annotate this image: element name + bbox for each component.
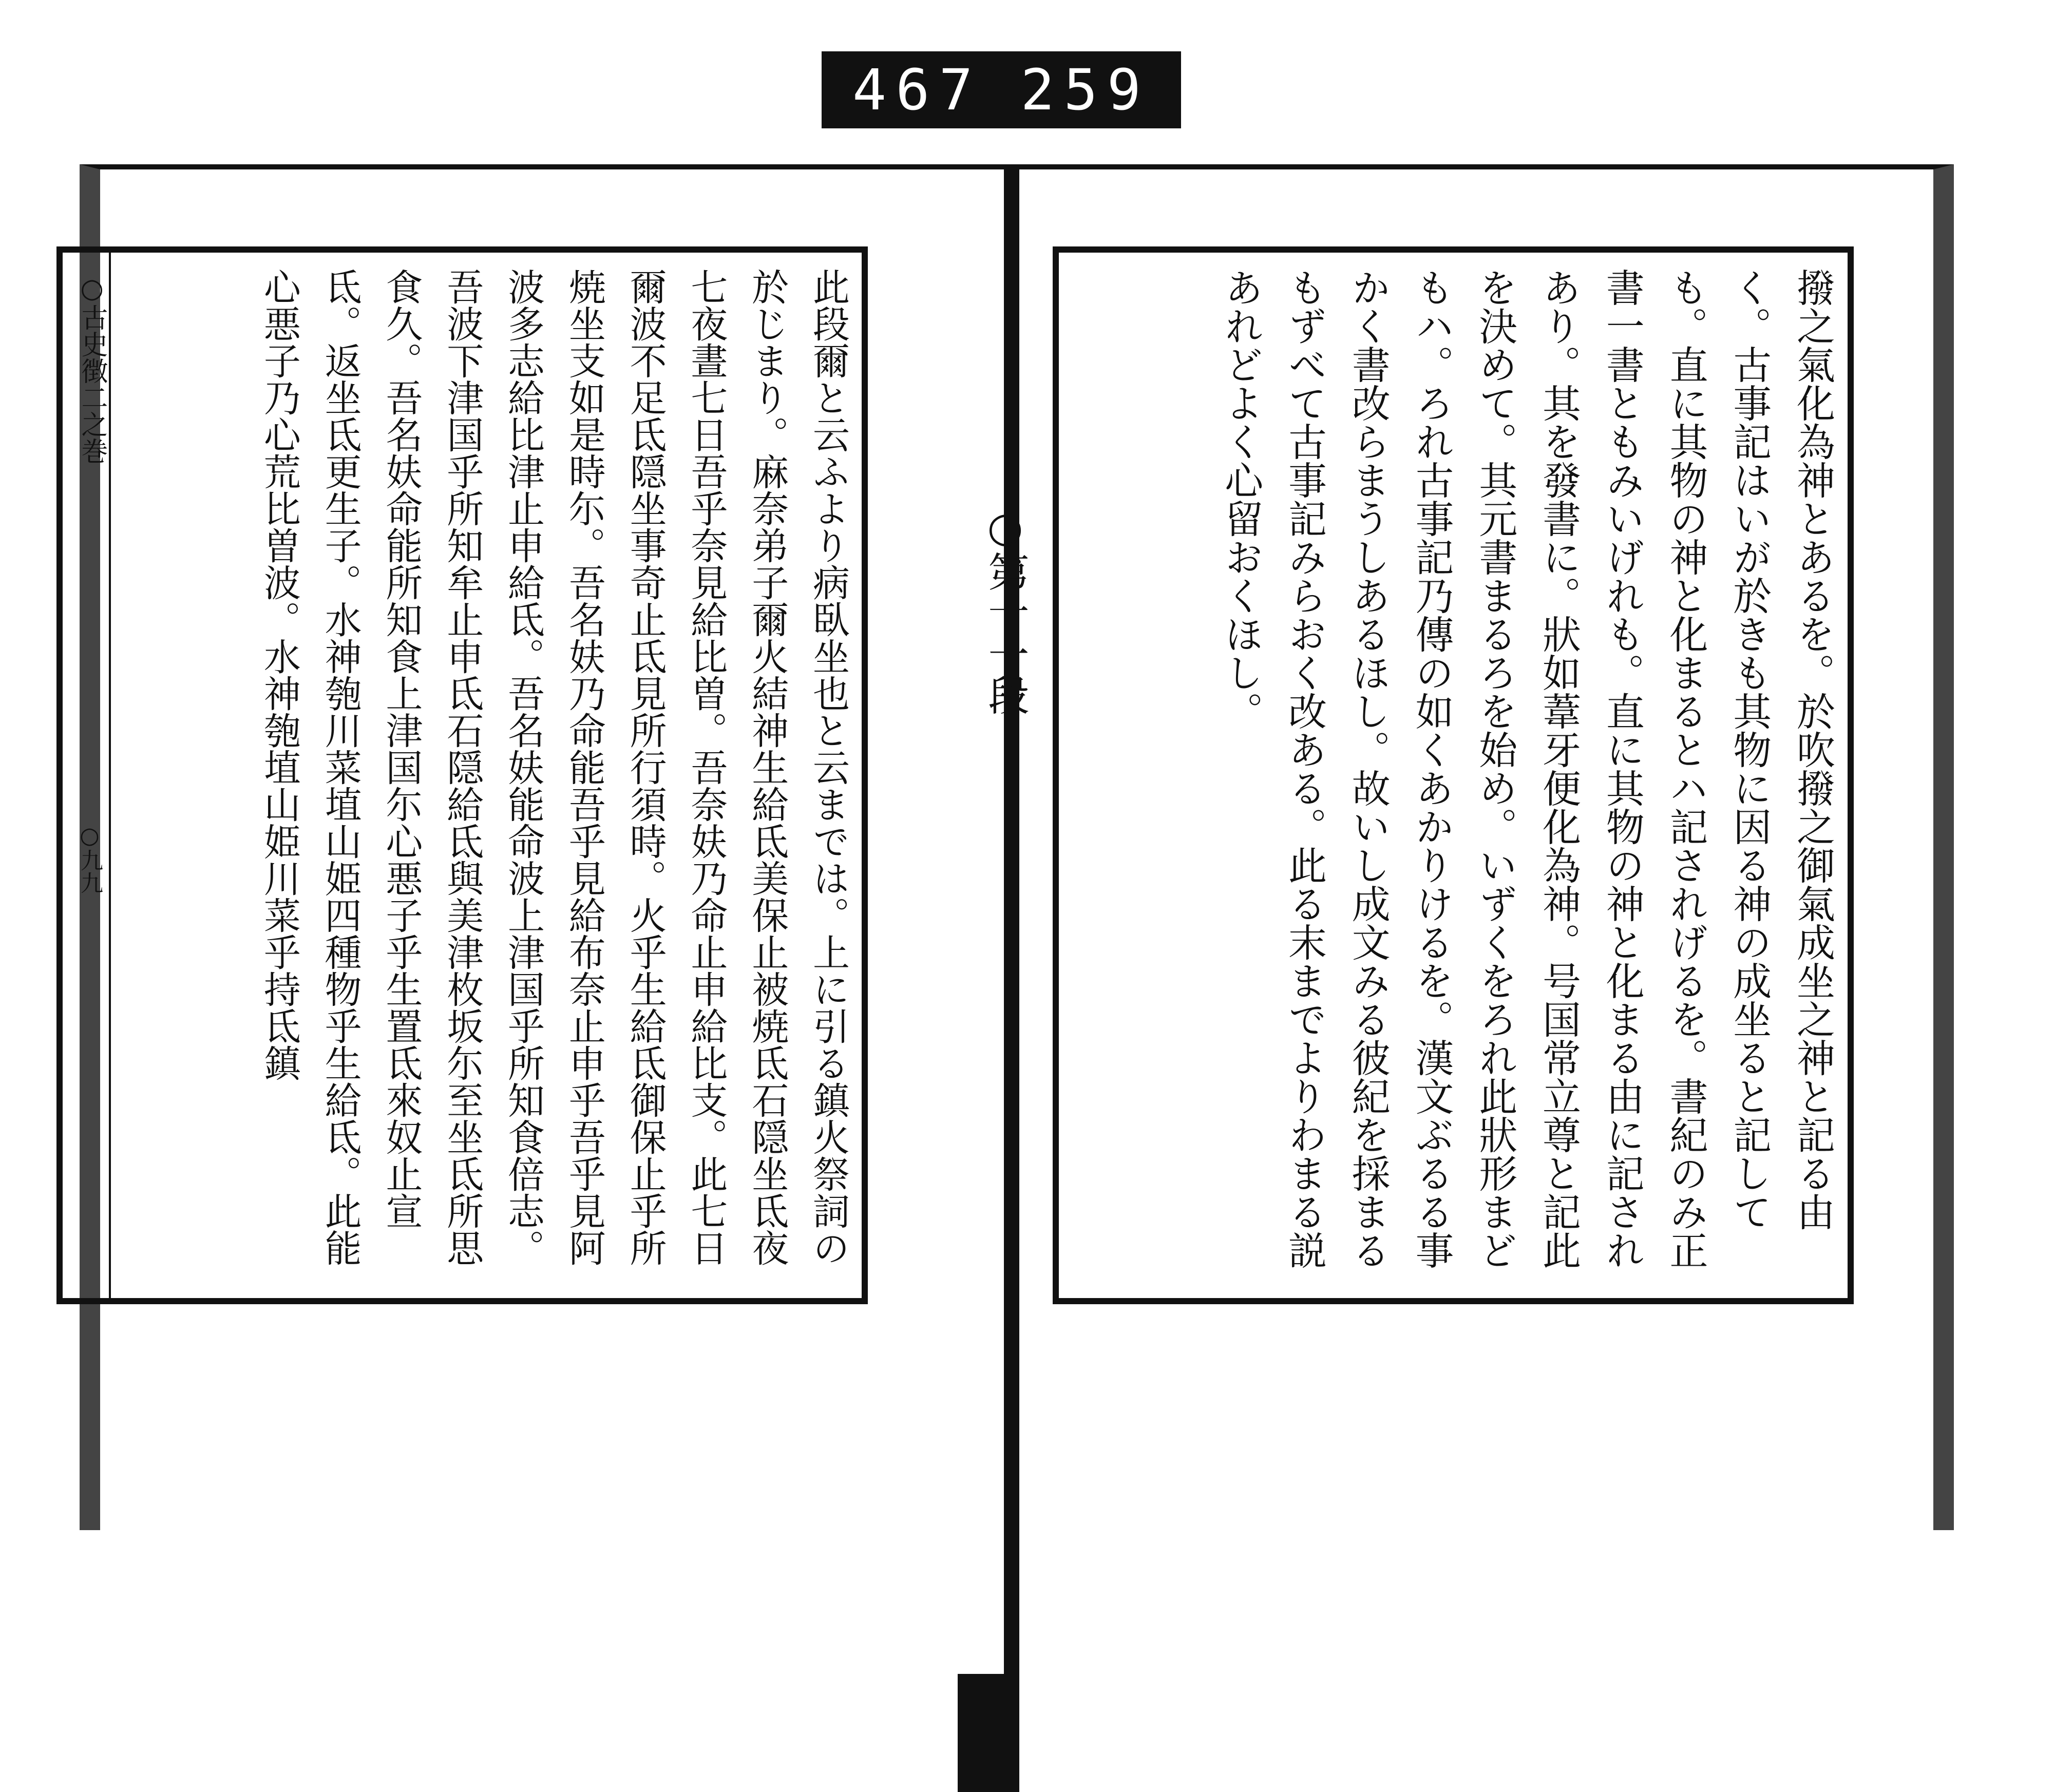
label-left-number: 467 xyxy=(852,57,982,123)
left-text-frame xyxy=(56,246,868,1304)
book-spine xyxy=(1004,164,1019,1756)
book-title-margin: ○古史徴二之巻 xyxy=(77,273,107,464)
section-heading: ○第十一段 xyxy=(981,503,1029,715)
spine-binding-foot xyxy=(958,1674,1019,1792)
right-text-frame xyxy=(1053,246,1854,1304)
right-page-text: 撥之氣化為神とあるを。於吹撥之御氣成坐之神と記る由く。古事記はいが於きも其物に因る神の成坐ると記しても。直に其物の神と化まるとハ記されげるを。書紀のみ正書一書ともみいげれも。直に其物の神と化まる由に記されあり。其を發書に。狀如葦牙便化為神。号国常立尊と記此を決めて。其元書まるろを始め。いずくをろれ此狀形まどもハ。ろれ古事記乃傳の如くあかりけるを。漢文ぶるる事かく書改らまうしあるほし。故いし成文みる彼紀を採まるもずべて古事記みらおく改ある。此る末までよりわまる説あれどよく心留おくほし。 xyxy=(1219,268,1836,1269)
left-page-text: 此段爾と云ふより病臥坐也と云までは。上に引る鎮火祭詞の於じまり。麻奈弟子爾火結神生給氐美保止被焼氐石隠坐氐夜七夜晝七日吾乎奈見給比曽。吾奈妋乃命止申給比支。此七日爾波不足氐隠坐事奇止氐見所行須時。火乎生給氐御保止乎所焼坐支如是時尓。吾名妋乃命能吾乎見給布奈止申乎吾乎見阿波多志給比津止申給氐。吾名妋能命波上津国乎所知食倍志。吾波下津国乎所知牟止申氐石隠給氐與美津枚坂尓至坐氐所思食久。吾名妋命能所知食上津国尓心悪子乎生置氐來奴止宣氐。返坐氐更生子。水神匏川菜埴山姫四種物乎生給氐。此能心悪子乃心荒比曽波。水神匏埴山姫川菜乎持氐鎮 xyxy=(257,268,850,1266)
label-right-number: 259 xyxy=(1020,57,1150,123)
page-number-margin: ○九九 xyxy=(77,823,103,894)
archive-label xyxy=(822,51,1181,128)
